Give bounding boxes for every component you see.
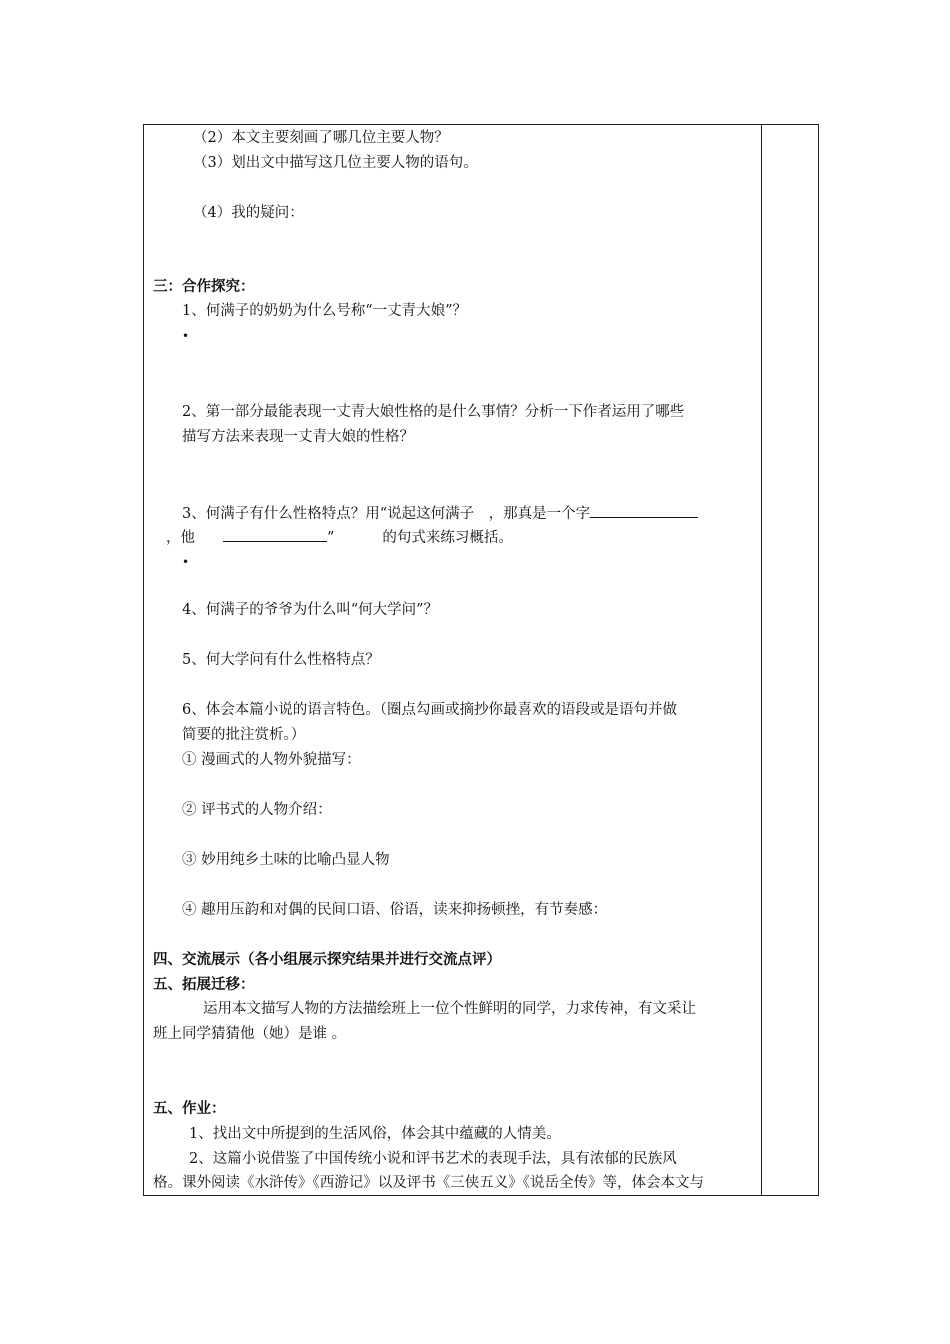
section-3-item-1: 1、何满子的奶奶为什么号称“一丈青大娘”？: [182, 303, 468, 319]
section-3-item-4: 4、何满子的爷爷为什么叫“何大学问”？: [182, 602, 439, 618]
homework-item-2-line-1: 2、这篇小说借鉴了中国传统小说和评书艺术的表现手法，具有浓郁的民族风: [189, 1151, 677, 1167]
homework-item-2-line-2: 格。课外阅读《水浒传》《西游记》以及评书《三侠五义》《说岳全传》等，体会本文与: [153, 1175, 704, 1191]
language-feature-3: ③ 妙用纯乡土味的比喻凸显人物: [182, 852, 390, 868]
bullet-1: •: [182, 329, 190, 343]
section-3-item-2-line-1: 2、第一部分最能表现一丈青大娘性格的是什么事情？分析一下作者运用了哪些: [182, 404, 685, 420]
section-5-line-1: 运用本文描写人物的方法描绘班上一位个性鲜明的同学，力求传神，有文采让: [203, 1001, 696, 1017]
question-4: （4）我的疑问：: [193, 205, 304, 221]
homework-item-1: 1、找出文中所提到的生活风俗，体会其中蕴藏的人情美。: [189, 1126, 561, 1142]
language-feature-4: ④ 趣用压韵和对偶的民间口语、俗语，读来抑扬顿挫，有节奏感：: [182, 902, 608, 918]
item-3-suffix: 的句式来练习概括。: [382, 530, 513, 546]
section-3-item-3-line-1: [182, 501, 698, 525]
language-feature-1: ① 漫画式的人物外貌描写：: [182, 752, 361, 768]
item-3-prompt: 3、何满子有什么性格特点？用“说起这何满子 ，那真是一个字: [182, 506, 591, 522]
section-3-item-5: 5、何大学问有什么性格特点？: [182, 652, 380, 668]
section-3-title: 三：合作探究：: [153, 278, 255, 295]
bullet-2: •: [182, 555, 190, 569]
question-3: （3）划出文中描写这几位主要人物的语句。: [193, 155, 478, 171]
section-4-title: 四、交流展示（各小组展示探究结果并进行交流点评）: [153, 951, 501, 968]
answer-blank-2: [223, 525, 327, 542]
answer-blank-1: [590, 501, 698, 518]
section-3-item-3-line-2: [166, 525, 513, 549]
language-feature-2: ② 评书式的人物介绍：: [182, 802, 332, 818]
worksheet-table: [143, 124, 819, 1196]
section-3-item-6-line-2: 简要的批注赏析。）: [182, 727, 306, 743]
homework-title: 五、作业：: [153, 1100, 226, 1117]
section-5-title: 五、拓展迁移：: [153, 976, 255, 993]
section-3-item-2-line-2: 描写方法来表现一丈青大娘的性格？: [182, 429, 414, 445]
section-5-line-2: 班上同学猜猜他（她）是谁 。: [153, 1026, 347, 1042]
section-3-item-6-line-1: 6、体会本篇小说的语言特色。（圈点勾画或摘抄你最喜欢的语段或是语句并做: [182, 702, 677, 718]
item-3-he: ，他: [166, 530, 195, 546]
column-divider: [761, 125, 762, 1195]
question-2: （2）本文主要刻画了哪几位主要人物？: [193, 130, 449, 146]
item-3-quote: ”: [327, 530, 335, 546]
